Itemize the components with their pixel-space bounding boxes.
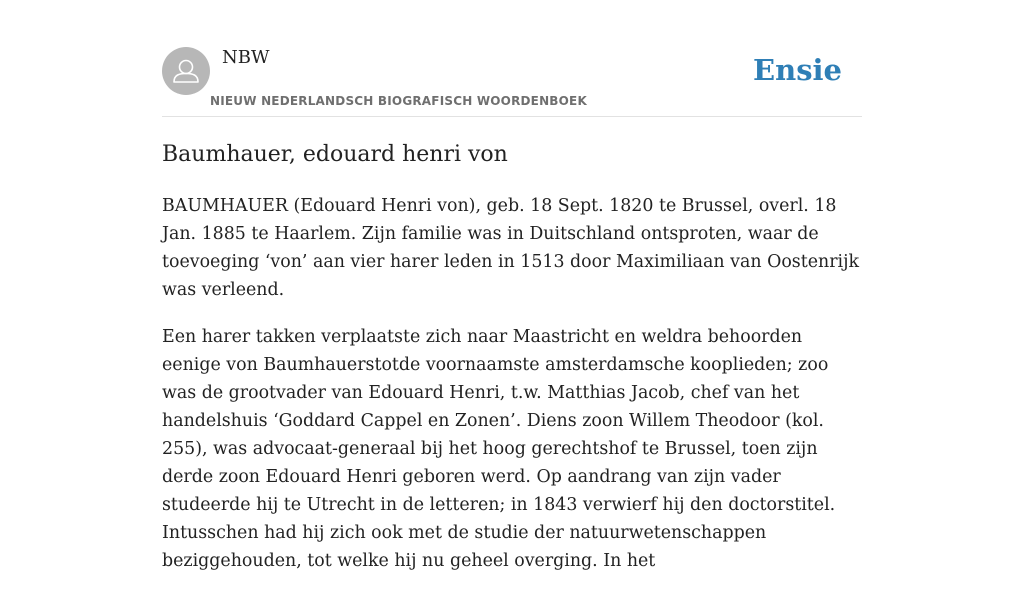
user-icon [162, 47, 210, 95]
article-title: Baumhauer, edouard henri von [162, 142, 508, 167]
source-name[interactable]: NBW [222, 47, 270, 68]
article-paragraph-1: BAUMHAUER (Edouard Henri von), geb. 18 Sept. 1820 te Brussel, overl. 18 Jan. 1885 te Haarlem. Zijn familie was in Duitschland ontsproten, waar de toevoeging ‘von’ aan vier harer leden in 1513 door Maximiliaan van Oostenrijk was verleend. [162, 196, 860, 300]
ensie-logo-link[interactable]: Ensie [753, 53, 842, 87]
article-body [162, 192, 862, 594]
source-subtitle: NIEUW NEDERLANDSCH BIOGRAFISCH WOORDENBOEK [210, 94, 587, 108]
article-paragraph-2: Een harer takken verplaatste zich naar Maastricht en weldra behoorden eenige von Baumhauerstotde voornaamste amsterdamsche kooplieden; zoo was de grootvader van Edouard Henri, t.w. Matthias Jacob, chef van het handelshuis ‘Goddard Cappel en Zonen’. Diens zoon Willem Theodoor (kol. 255), was advocaat-generaal bij het hoog gerechtshof te Brussel, toen zijn derde zoon Edouard Henri geboren werd. Op aandrang van zijn vader studeerde hij te Utrecht in de letteren; in 1843 verwierf hij den doctorstitel. Intusschen had hij zich ook met de studie der natuurwetenschappen beziggehouden, tot welke hij nu geheel overging. In het [162, 327, 836, 571]
avatar[interactable] [162, 47, 210, 95]
article-header [162, 0, 862, 117]
